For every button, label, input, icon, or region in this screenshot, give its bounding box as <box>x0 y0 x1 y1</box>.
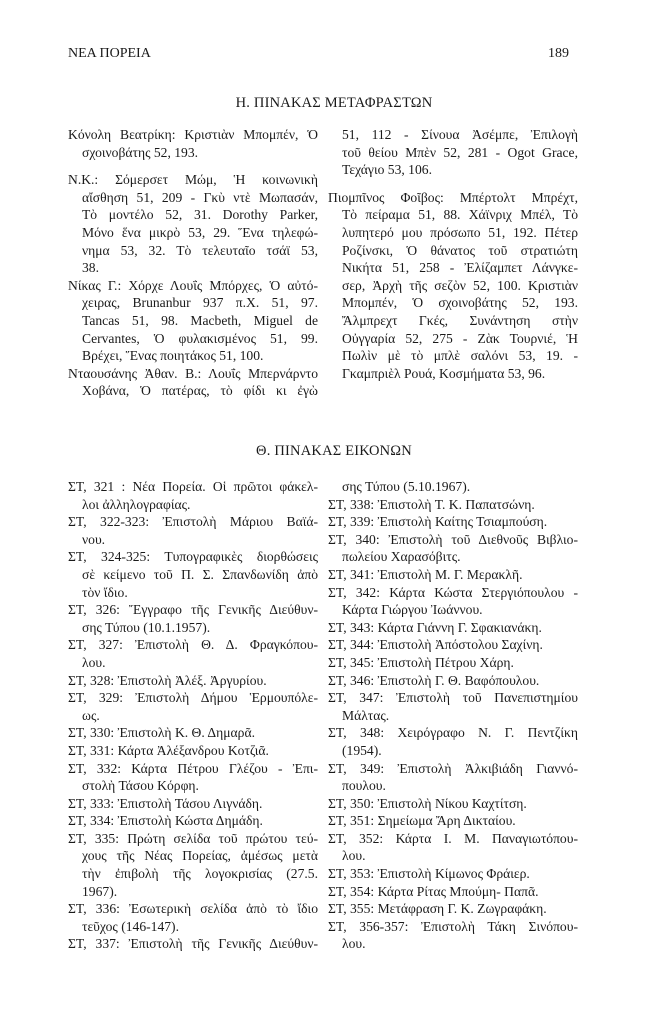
entry-line: ΣΤ, 341: Ἐπιστολὴ Μ. Γ. Μερακλῆ. <box>328 566 523 582</box>
image-entry <box>68 812 318 830</box>
entry-line: Χοβάνα, Ὁ πατέρας, τὸ φίδι κι ἐγὼ <box>82 383 318 399</box>
entry-line: ΣΤ, 343: Κάρτα Γιάννη Γ. Σφακιανάκη. <box>328 619 542 635</box>
image-entry <box>328 812 578 830</box>
translator-entry <box>68 126 318 161</box>
entry-line: ΣΤ, 356-357: Ἐπιστολὴ Τάκη Σινόπου- <box>328 918 578 934</box>
image-entry <box>328 619 578 637</box>
page-number: 189 <box>548 46 569 61</box>
image-entry <box>328 478 578 496</box>
translator-entry <box>328 189 578 383</box>
entry-line: Tancas 51, 98. Macbeth, Miguel de <box>82 312 318 328</box>
entry-line: ΣΤ, 329: Ἐπιστολὴ Δήμου Ἑρμουπόλε- <box>68 690 318 706</box>
entry-line: Πιομπῖνος Φοῖβος: Μπέρτολτ Μπρέχτ, <box>328 189 578 205</box>
translator-entry <box>68 171 318 277</box>
entry-line: ΣΤ, 342: Κάρτα Κώστα Στεργιόπουλου - <box>328 584 578 600</box>
entry-line: λυπητερό μου πρόσωπο 51, 192. Πέτερ <box>342 224 578 240</box>
image-entry <box>68 601 318 636</box>
image-entry <box>68 636 318 671</box>
entry-line: λου. <box>342 848 366 864</box>
entry-line: ΣΤ, 326: Ἔγγραφο τῆς Γενικῆς Διεύθυν- <box>68 602 318 618</box>
entry-line: Ἄλμπρεχτ Γκές, Συνάντηση στὴν <box>342 312 578 328</box>
image-entry <box>328 918 578 953</box>
entry-line: Τὸ πείραμα 51, 88. Χάϊνριχ Μπέλ, Τὸ <box>342 207 578 223</box>
image-entry <box>68 548 318 601</box>
section-title-images: Θ. ΠΙΝΑΚΑΣ ΕΙΚΟΝΩΝ <box>256 443 412 459</box>
entry-line: Τεχάγιο 53, 106. <box>342 162 432 178</box>
images-left-column <box>68 478 318 953</box>
translators-left-column <box>68 126 318 400</box>
image-entry <box>68 900 318 935</box>
image-entry <box>328 865 578 883</box>
image-entry <box>328 724 578 759</box>
entry-line: Κόνολη Βεατρίκη: Κριστιὰν Μπομπέν, Ὁ <box>68 127 318 142</box>
image-entry <box>328 883 578 901</box>
entry-line: ΣΤ, 352: Κάρτα Ι. Μ. Παναγιωτόπου- <box>328 830 578 846</box>
entry-line: τὸν ἴδιο. <box>82 584 128 600</box>
entry-line: 1967). <box>82 883 118 899</box>
entry-line: σερ, Ἀρχὴ τῆς σεζὸν 52, 100. Κριστιὰν <box>342 277 578 293</box>
image-entry <box>328 531 578 566</box>
entry-line: Μόνο ἕνα μικρὸ 53, 29. Ἕνα τηλεφώ- <box>82 224 318 240</box>
image-entry <box>68 724 318 742</box>
entry-line: ΣΤ, 348: Χειρόγραφο Ν. Γ. Πεντζίκη <box>328 725 578 741</box>
entry-line: ΣΤ, 354: Κάρτα Ρίτας Μπούμη- Παπᾶ. <box>328 883 539 899</box>
entry-line: ΣΤ, 331: Κάρτα Ἀλέξανδρου Κοτζιᾶ. <box>68 742 269 758</box>
entry-line: Ν.Κ.: Σόμερσετ Μώμ, Ἡ κοινωνικὴ <box>68 172 318 188</box>
entry-line: ΣΤ, 338: Ἐπιστολὴ Τ. Κ. Παπατσώνη. <box>328 496 535 512</box>
image-entry <box>68 760 318 795</box>
entry-line: Νικήτα 51, 258 - Ἐλίζαμπετ Λάνγκε- <box>342 260 578 276</box>
entry-line: (1954). <box>342 742 382 758</box>
entry-line: τὴν ἐπιβολὴ τῆς λογοκρισίας (27.5. <box>82 866 318 882</box>
image-entry <box>328 900 578 918</box>
entry-line: ΣΤ, 351: Σημείωμα Ἄρη Δικταίου. <box>328 813 516 829</box>
entry-line: ΣΤ, 336: Ἐσωτερικὴ σελίδα ἀπὸ τὸ ἴδιο <box>68 901 318 917</box>
entry-line: αἴσθηση 51, 209 - Γκὺ ντὲ Μωπασάν, <box>82 189 318 205</box>
image-entry <box>328 513 578 531</box>
entry-line: στολὴ Τάσου Κόρφη. <box>82 778 199 794</box>
entry-line: ΣΤ, 332: Κάρτα Πέτρου Γλέζου - Ἐπι- <box>68 760 318 776</box>
entry-line: Νίκας Γ.: Χόρχε Λουΐς Μπόρχες, Ὁ αὐτό- <box>68 277 318 293</box>
entry-line: σχοινοβάτης 52, 193. <box>82 144 199 160</box>
image-entry <box>328 654 578 672</box>
entry-line: ΣΤ, 353: Ἐπιστολὴ Κίμωνος Φράιερ. <box>328 866 530 882</box>
entry-line: Πωλὶν μὲ τὸ μπλὲ σαλόνι 53, 19. - <box>342 348 578 364</box>
entry-line: πωλείου Χαρασόβιτς. <box>342 549 461 565</box>
entry-line: ΣΤ, 339: Ἐπιστολὴ Καίτης Τσιαμπούση. <box>328 514 548 530</box>
entry-line: ΣΤ, 327: Ἐπιστολὴ Θ. Δ. Φραγκόπου- <box>68 637 318 653</box>
entry-line: λοι ἀλληλογραφίας. <box>82 496 191 512</box>
entry-line: χειρας, Brunanbur 937 π.Χ. 51, 97. <box>82 295 318 311</box>
image-entry <box>328 672 578 690</box>
running-title: ΝΕΑ ΠΟΡΕΙΑ <box>68 46 151 61</box>
entry-line: ΣΤ, 334: Ἐπιστολὴ Κώστα Δημάδη. <box>68 813 263 829</box>
entry-line: νημα 53, 32. Τὸ τελευταῖο τσάϊ 53, <box>82 242 318 258</box>
entry-line: ΣΤ, 337: Ἐπιστολὴ τῆς Γενικῆς Διεύθυν- <box>68 936 318 952</box>
image-entry <box>328 584 578 619</box>
entry-line: σὲ κείμενο τοῦ Π. Σ. Σπανδωνίδη ἀπὸ <box>82 566 318 582</box>
entry-line: νου. <box>82 531 106 547</box>
images-right-column <box>328 478 578 953</box>
image-entry <box>68 830 318 900</box>
entry-line: 51, 112 - Σίνουα Ἀσέμπε, Ἐπιλογὴ <box>342 127 578 142</box>
entry-line: ΣΤ, 330: Ἐπιστολὴ Κ. Θ. Δημαρᾶ. <box>68 725 255 741</box>
entry-line: λου. <box>82 654 106 670</box>
image-entry <box>328 760 578 795</box>
entry-line: σης Τύπου (5.10.1967). <box>342 479 471 494</box>
entry-line: πουλου. <box>342 778 386 794</box>
image-entry <box>328 496 578 514</box>
entry-line: χους τῆς Νέας Πορείας, ἀμέσως μετὰ <box>82 848 318 864</box>
entry-line: ΣΤ, 347: Ἐπιστολὴ τοῦ Πανεπιστημίου <box>328 690 578 706</box>
entry-line: ΣΤ, 322-323: Ἐπιστολὴ Μάριου Βαϊά- <box>68 514 318 530</box>
entry-line: 38. <box>82 260 99 276</box>
entry-line: Τὸ μοντέλο 52, 31. Dorothy Parker, <box>82 207 318 223</box>
image-entry <box>328 566 578 584</box>
entry-line: Νταουσάνης Ἀθαν. Β.: Λουΐς Μπερνάρντο <box>68 365 318 381</box>
entry-line: ως. <box>82 707 100 723</box>
entry-line: ΣΤ, 333: Ἐπιστολὴ Τάσου Λιγνάδη. <box>68 795 263 811</box>
translators-right-column <box>328 126 578 382</box>
image-entry <box>68 672 318 690</box>
image-entry <box>328 830 578 865</box>
entry-line: Κάρτα Γιώργου Ἰωάννου. <box>342 602 483 618</box>
entry-line: ΣΤ, 335: Πρώτη σελίδα τοῦ πρώτου τεύ- <box>68 830 318 846</box>
entry-line: Μάλτας. <box>342 707 390 723</box>
entry-line: ΣΤ, 349: Ἐπιστολὴ Ἀλκιβιάδη Γιαννό- <box>328 760 578 776</box>
entry-line: ΣΤ, 346: Ἐπιστολὴ Γ. Θ. Βαφόπουλου. <box>328 672 540 688</box>
entry-line: ΣΤ, 344: Ἐπιστολὴ Ἀπόστολου Σαχίνη. <box>328 637 543 653</box>
entry-line: Οὐγγαρία 52, 275 - Ζὰκ Τουρνιέ, Ἡ <box>342 330 578 346</box>
translator-entry <box>68 365 318 400</box>
entry-line: Γκαμπριὲλ Ρουά, Κοσμήματα 53, 96. <box>342 365 546 381</box>
entry-line: ΣΤ, 355: Μετάφραση Γ. Κ. Ζωγραφάκη. <box>328 901 547 917</box>
entry-line: ΣΤ, 321 : Νέα Πορεία. Οἱ πρῶτοι φάκελ- <box>68 479 318 494</box>
entry-line: ΣΤ, 350: Ἐπιστολὴ Νίκου Καχτίτση. <box>328 795 527 811</box>
entry-line: ΣΤ, 340: Ἐπιστολὴ τοῦ Διεθνοῦς Βιβλιο- <box>328 531 578 547</box>
entry-line: λου. <box>342 936 366 952</box>
entry-line: Ροζίνσκι, Ὁ θάνατος τοῦ στρατιώτη <box>342 242 578 258</box>
section-title-translators: Η. ΠΙΝΑΚΑΣ ΜΕΤΑΦΡΑΣΤΩΝ <box>235 95 433 111</box>
entry-line: Cervantes, Ὁ φυλακισμένος 51, 99. <box>82 330 318 346</box>
image-entry <box>68 742 318 760</box>
image-entry <box>328 795 578 813</box>
entry-line: Βρέχει, Ἕνας ποιητάκος 51, 100. <box>82 348 264 364</box>
image-entry <box>68 795 318 813</box>
image-entry <box>328 689 578 724</box>
entry-line: ΣΤ, 345: Ἐπιστολὴ Πέτρου Χάρη. <box>328 654 514 670</box>
translator-entry <box>68 277 318 365</box>
translator-entry <box>328 126 578 179</box>
entry-line: τεῦχος (146-147). <box>82 918 179 934</box>
image-entry <box>328 636 578 654</box>
entry-line: Μπομπέν, Ὁ σχοινοβάτης 52, 193. <box>342 295 578 311</box>
entry-line: τοῦ θείου Μπὲν 52, 281 - Ogot Grace, <box>342 144 578 160</box>
image-entry <box>68 689 318 724</box>
image-entry <box>68 935 318 953</box>
entry-line: ΣΤ, 324-325: Τυπογραφικὲς διορθώσεις <box>68 549 318 565</box>
image-entry <box>68 478 318 513</box>
entry-line: σης Τύπου (10.1.1957). <box>82 619 211 635</box>
image-entry <box>68 513 318 548</box>
entry-line: ΣΤ, 328: Ἐπιστολὴ Ἀλέξ. Ἀργυρίου. <box>68 672 267 688</box>
